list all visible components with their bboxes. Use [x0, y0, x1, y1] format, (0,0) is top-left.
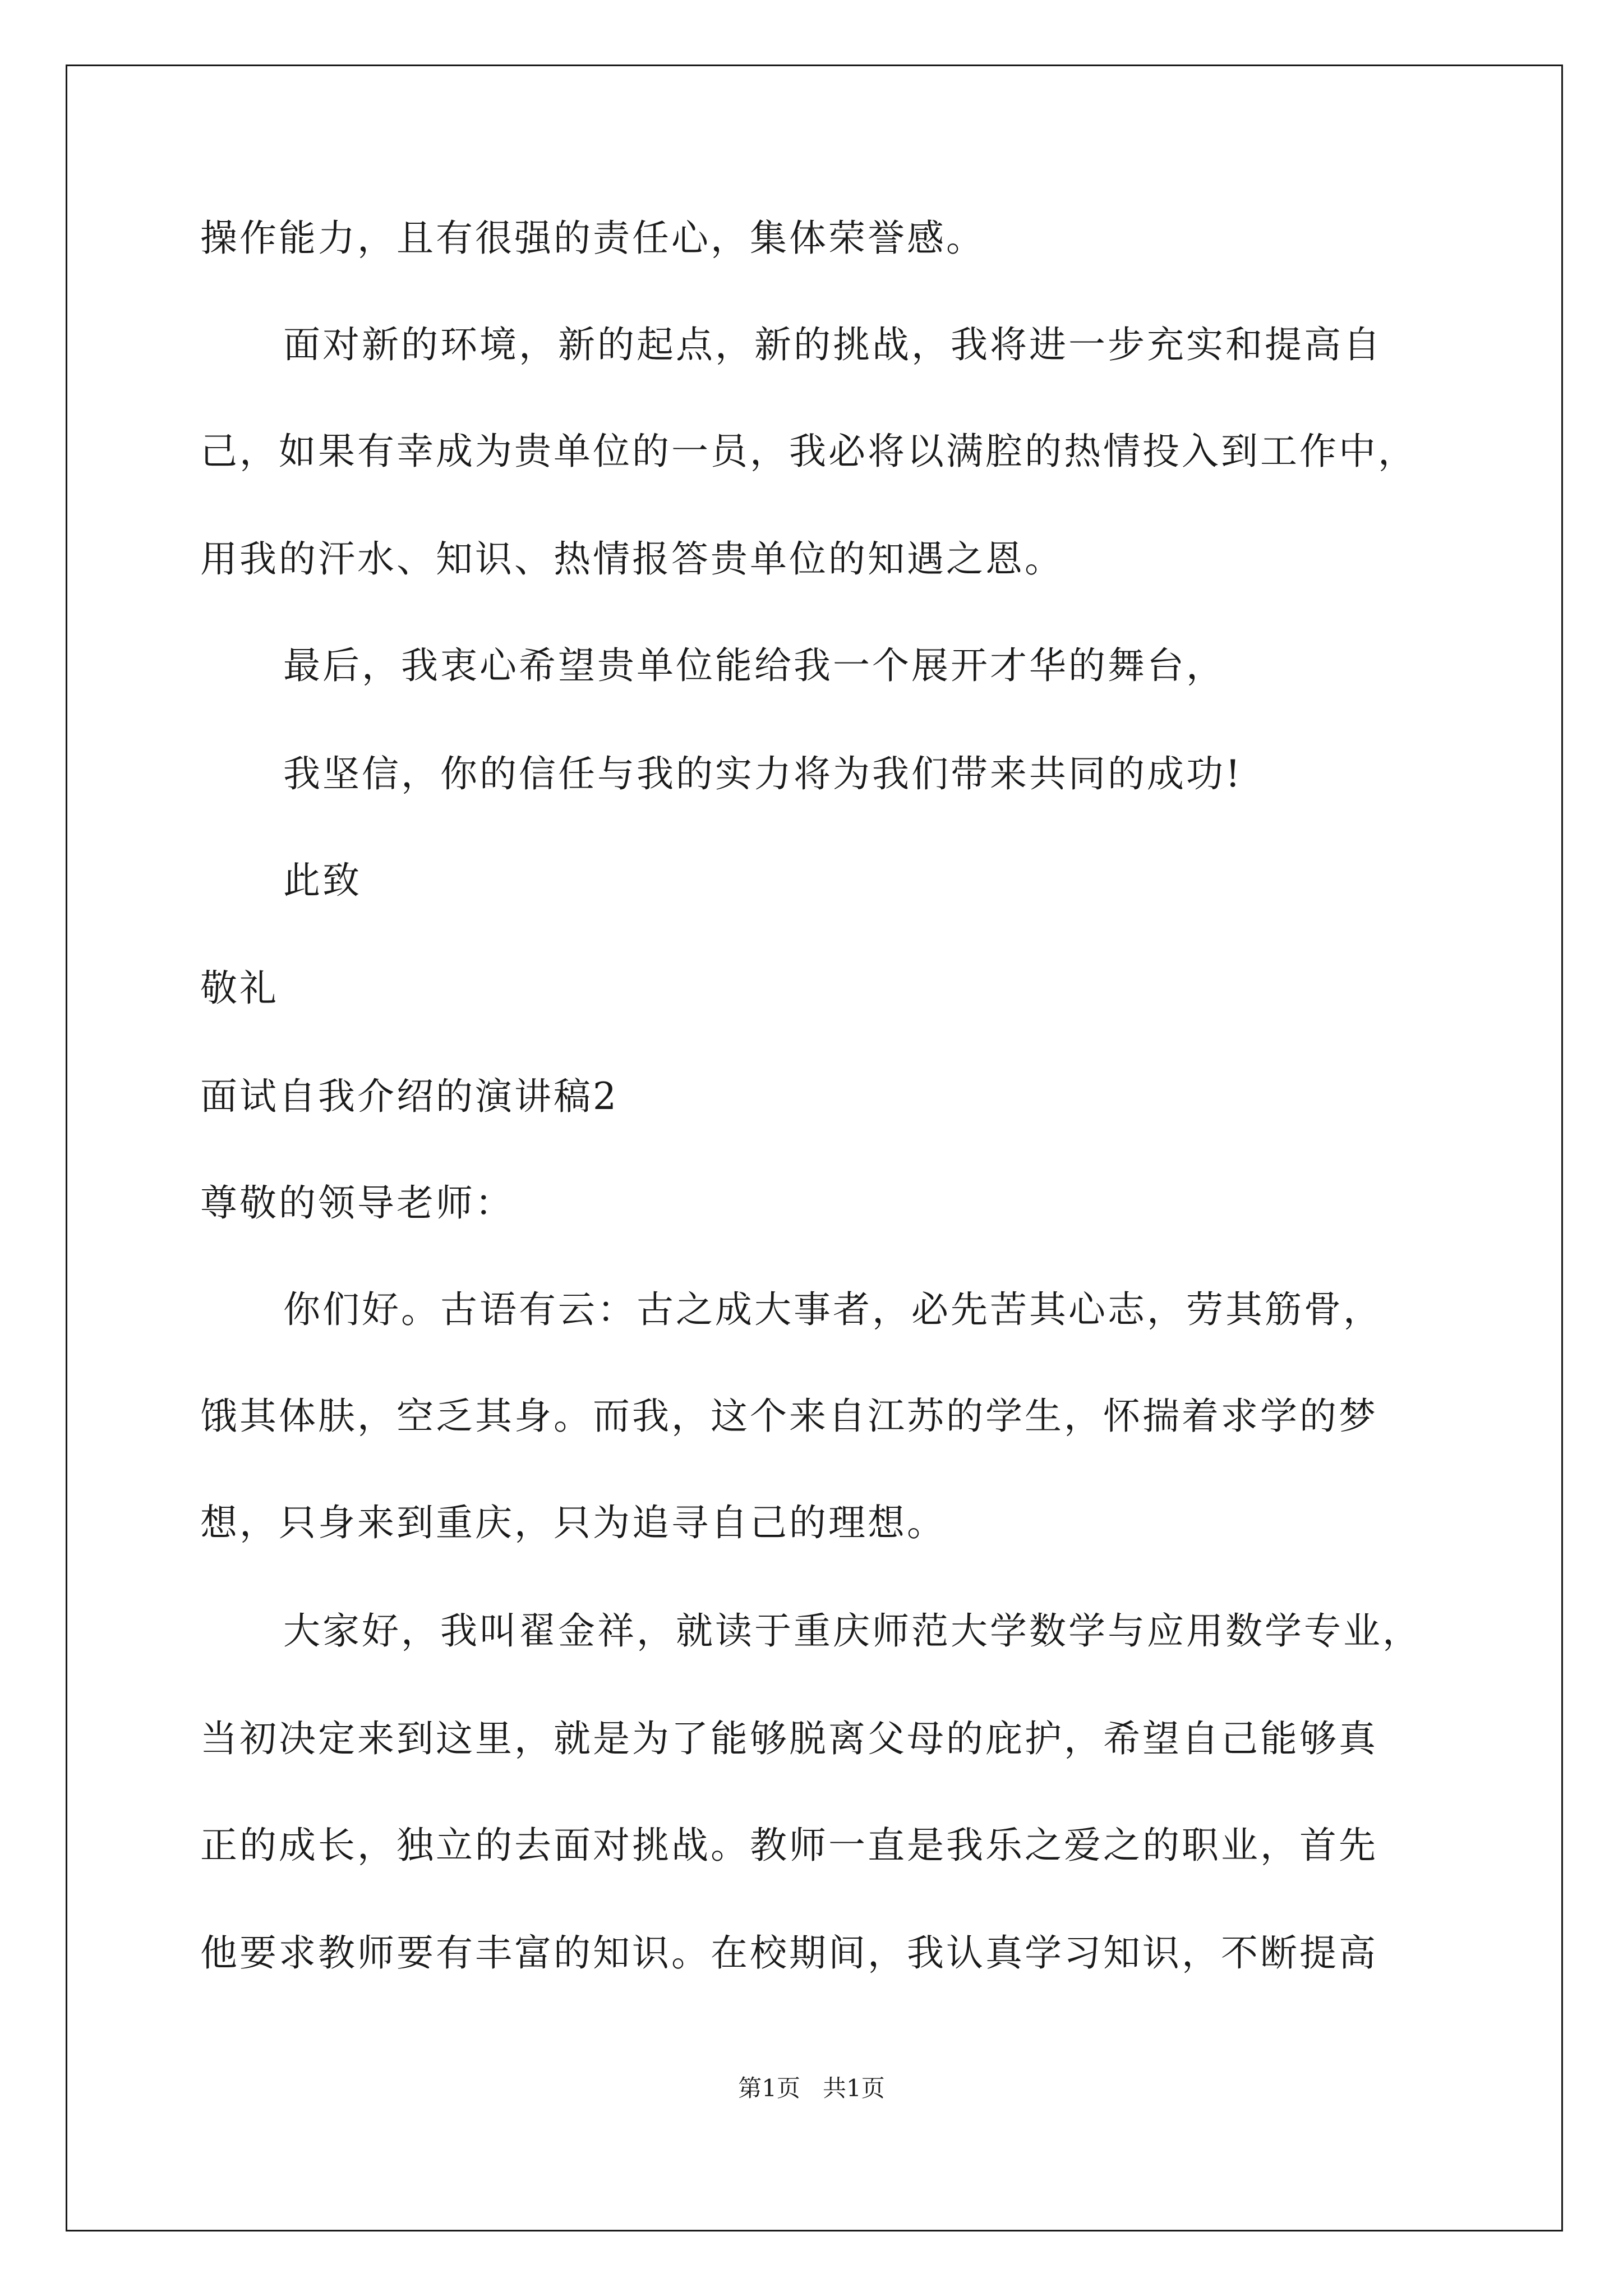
closing-regards: 敬礼: [200, 967, 279, 1010]
body-line-7: 你们好。古语有云：古之成大事者，必先苦其心志，劳其筋骨，: [283, 1288, 1382, 1331]
body-line-12: 正的成长，独立的去面对挑战。教师一直是我乐之爱之的职业，首先: [200, 1824, 1378, 1867]
page-number: 第1页 共1页: [738, 2074, 885, 2102]
section-title: 面试自我介绍的演讲稿2: [200, 1075, 619, 1118]
greeting: 尊敬的领导老师：: [200, 1181, 514, 1225]
body-line-5: 最后，我衷心希望贵单位能给我一个展开才华的舞台，: [283, 644, 1225, 687]
body-line-3: 己，如果有幸成为贵单位的一员，我必将以满腔的热情投入到工作中，: [200, 430, 1417, 473]
body-line-6: 我坚信，你的信任与我的实力将为我们带来共同的成功!: [283, 752, 1243, 795]
body-line-8: 饿其体肤，空乏其身。而我，这个来自江苏的学生，怀揣着求学的梦: [200, 1395, 1378, 1438]
body-line-1: 操作能力，且有很强的责任心，集体荣誉感。: [200, 217, 985, 260]
body-line-11: 当初决定来到这里，就是为了能够脱离父母的庇护，希望自己能够真: [200, 1717, 1378, 1760]
closing-salutation: 此致: [283, 859, 362, 902]
body-line-4: 用我的汗水、知识、热情报答贵单位的知遇之恩。: [200, 537, 1064, 581]
page-border: [66, 65, 1563, 2231]
body-line-9: 想，只身来到重庆，只为追寻自己的理想。: [200, 1501, 946, 1544]
body-line-10: 大家好，我叫翟金祥，就读于重庆师范大学数学与应用数学专业，: [283, 1609, 1422, 1653]
body-line-2: 面对新的环境，新的起点，新的挑战，我将进一步充实和提高自: [283, 323, 1382, 366]
body-line-13: 他要求教师要有丰富的知识。在校期间，我认真学习知识，不断提高: [200, 1931, 1378, 1975]
